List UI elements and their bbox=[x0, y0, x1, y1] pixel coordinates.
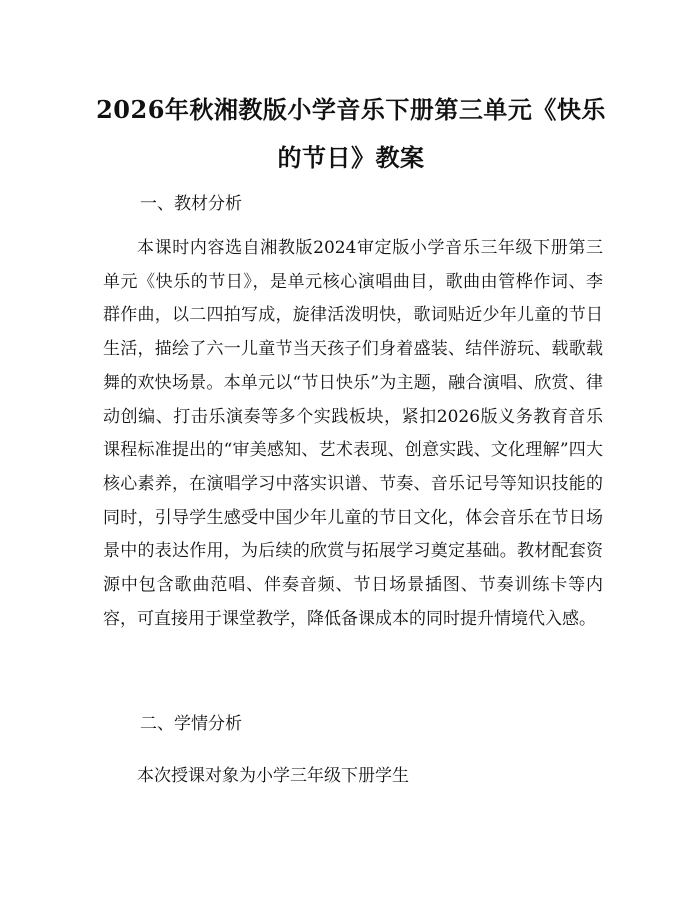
section-heading-textbook-analysis: 一、教材分析 bbox=[140, 194, 242, 214]
section-paragraph-learner-analysis: 本次授课对象为小学三年级下册学生 bbox=[137, 766, 409, 786]
section-heading-learner-analysis: 二、学情分析 bbox=[140, 714, 242, 734]
document-title: 2026年秋湘教版小学音乐下册第三单元《快乐的节日》教案 bbox=[96, 95, 606, 172]
section-paragraph-textbook-analysis: 本课时内容选自湘教版2024审定版小学音乐三年级下册第三单元《快乐的节日》，是单元核心演唱曲目，歌曲由管桦作词、李群作曲，以二四拍写成，旋律活泼明快，歌词贴近少年儿童的节日生活，描绘了六一儿童节当天孩子们身着盛装、结伴游玩、载歌载舞的欢快场景。本单元以“节日快乐”为主题，融合演唱、欣赏、律动创编、打击乐演奏等多个实践板块，紧扣2026版义务教育音乐课程标准提出的“审美感知、艺术表现、创意实践、文化理解”四大核心素养，在演唱学习中落实识谱、节奏、音乐记号等知识技能的同时，引导学生感受中国少年儿童的节日文化，体会音乐在节日场景中的表达作用，为后续的欣赏与拓展学习奠定基础。教材配套资源中包含歌曲范唱、伴奏音频、节日场景插图、节奏训练卡等内容，可直接用于课堂教学，降低备课成本的同时提升情境代入感。 bbox=[103, 238, 603, 629]
